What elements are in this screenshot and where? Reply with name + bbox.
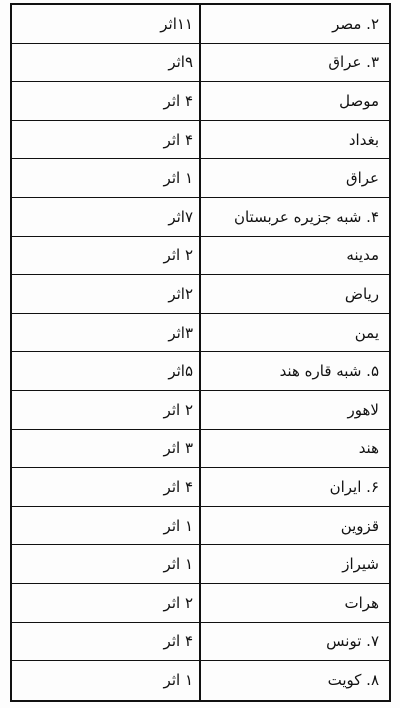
region-name: ۲. مصر <box>332 14 379 33</box>
region-name: هرات <box>344 593 379 612</box>
region-name: مدینه <box>346 246 379 265</box>
work-count: ۱ اثر <box>12 507 201 545</box>
region-name: شیراز <box>342 555 379 574</box>
work-count: ۲اثر <box>12 275 201 313</box>
table-row <box>12 468 389 507</box>
region-name: موصل <box>339 91 379 110</box>
region-name: هند <box>358 439 379 458</box>
table-row <box>12 159 389 198</box>
work-count: ۲ اثر <box>12 391 201 429</box>
work-count: ۲ اثر <box>12 237 201 275</box>
table-row <box>12 275 389 314</box>
work-count: ۱ اثر <box>12 545 201 583</box>
region-name: ۳. عراق <box>328 53 379 72</box>
region-name: ریاض <box>344 284 379 303</box>
table-row <box>12 198 389 237</box>
table-row <box>12 507 389 546</box>
table-row <box>12 430 389 469</box>
region-name: ۴. شبه جزیره عربستان <box>233 207 379 226</box>
work-count: ۱۱اثر <box>12 5 201 43</box>
work-count: ۷اثر <box>12 198 201 236</box>
table-row <box>12 314 389 353</box>
work-count: ۴ اثر <box>12 468 201 506</box>
work-count: ۳ اثر <box>12 430 201 468</box>
work-count: ۴ اثر <box>12 623 201 661</box>
work-count: ۲ اثر <box>12 584 201 622</box>
region-name: قزوین <box>340 516 379 535</box>
region-name: بغداد <box>348 130 379 149</box>
work-count: ۱ اثر <box>12 661 201 700</box>
work-count: ۳اثر <box>12 314 201 352</box>
table-row <box>12 661 389 700</box>
table-row <box>12 545 389 584</box>
table-row <box>12 584 389 623</box>
table-row <box>12 623 389 662</box>
work-count: ۴ اثر <box>12 121 201 159</box>
table-row <box>12 352 389 391</box>
work-count: ۱ اثر <box>12 159 201 197</box>
table-row <box>12 82 389 121</box>
work-count: ۴ اثر <box>12 82 201 120</box>
work-count: ۹اثر <box>12 44 201 82</box>
region-name: ۶. ایران <box>329 477 379 496</box>
region-name: ۷. تونس <box>326 632 379 651</box>
region-name: یمن <box>354 323 379 342</box>
table-row <box>12 237 389 276</box>
region-name: عراق <box>345 169 379 188</box>
works-by-region-table <box>10 3 391 702</box>
table-row <box>12 391 389 430</box>
region-name: ۸. کویت <box>327 671 379 690</box>
table-row <box>12 44 389 83</box>
table-row <box>12 121 389 160</box>
region-name: ۵. شبه قاره هند <box>279 362 379 381</box>
work-count: ۵اثر <box>12 352 201 390</box>
table-row <box>12 5 389 44</box>
region-name: لاهور <box>347 400 379 419</box>
